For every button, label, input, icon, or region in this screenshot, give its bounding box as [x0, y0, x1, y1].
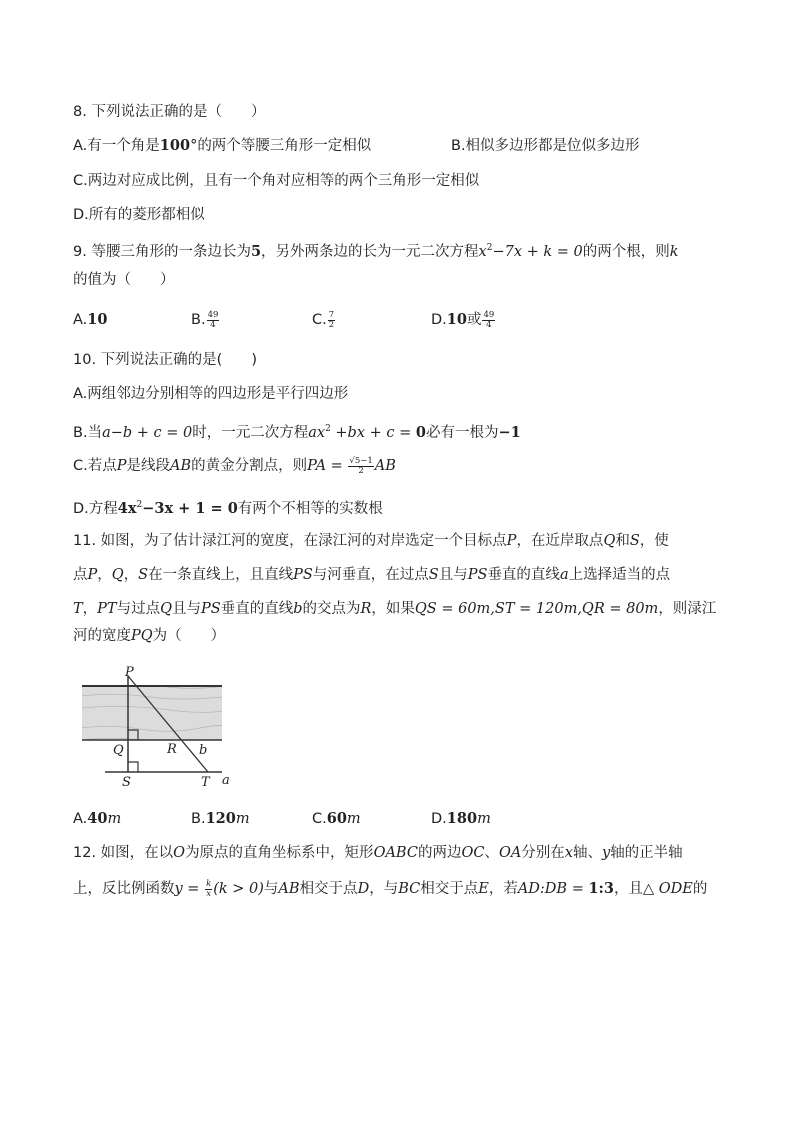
- label-r: R: [167, 742, 177, 757]
- q9-option-b: B. $\frac{49}{4}$: [191, 309, 219, 330]
- q10-option-c: C.若点P是线段AB的黄金分割点，则PA = $\frac{√5-1}{2}$ AB: [73, 455, 396, 476]
- q10-stem: 10. 下列说法正确的是( ): [73, 352, 257, 368]
- q11-stem-line4: 河的宽度PQ为（ ）: [73, 628, 226, 644]
- right-angle-s: [128, 762, 138, 772]
- q10-option-b: B.当a−b + c = 0时，一元二次方程$ax^2 +bx + c = 0$必有一根为−1: [73, 423, 521, 441]
- q11-option-c: C.60m: [312, 810, 361, 827]
- q8-option-d: D.所有的菱形都相似: [73, 207, 205, 223]
- q12-stem-line1: 12. 如图，在以O为原点的直角坐标系中，矩形OABC的两边OC、OA分别在x轴、y轴的正半轴: [73, 845, 683, 861]
- fraction: $\frac{√5-1}{2}$: [349, 455, 373, 476]
- q9-option-a: A.10: [73, 311, 108, 328]
- q8-option-c: C.两边对应成比例，且有一个角对应相等的两个三角形一定相似: [73, 173, 480, 189]
- fraction: $\frac{k}{x}$: [206, 878, 212, 899]
- q11-stem-line3: T，PT与过点Q且与PS垂直的直线b的交点为R，如果QS = 60m,ST = 120m,QR = 80m，则渌江: [73, 601, 717, 617]
- label-q: Q: [113, 743, 124, 758]
- label-a: a: [222, 773, 230, 788]
- fraction: $\frac{7}{2}$: [328, 309, 335, 330]
- q11-stem-line1: 11. 如图，为了估计渌江河的宽度，在渌江河的对岸选定一个目标点P，在近岸取点Q和S，使: [73, 533, 669, 549]
- q11-stem-line2: 点P，Q，S在一条直线上，且直线PS与河垂直，在过点S且与PS垂直的直线a上选择适当的点: [73, 567, 671, 583]
- q8-option-b: B.相似多边形都是位似多边形: [451, 138, 640, 154]
- q8-option-a: A.有一个角是100°的两个等腰三角形一定相似: [73, 137, 372, 154]
- river-width-diagram: [80, 664, 240, 796]
- label-t: T: [201, 775, 210, 790]
- q10-option-a: A.两组邻边分别相等的四边形是平行四边形: [73, 386, 349, 402]
- q10-option-d: D.方程$4x^2-3x + 1 = 0$有两个不相等的实数根: [73, 499, 383, 517]
- label-s: S: [122, 775, 131, 790]
- q9-stem-line2: 的值为（ ）: [73, 272, 175, 288]
- q11-option-d: D.180m: [431, 810, 491, 827]
- label-b: b: [199, 743, 208, 758]
- q12-stem-line2: 上，反比例函数y = $\frac{k}{x}$ (k > 0)与AB相交于点D，与BC相交于点E，若AD:DB = 1:3，且△ ODE的: [73, 878, 708, 899]
- river-band: [82, 686, 222, 740]
- fraction: $\frac{49}{4}$: [483, 309, 495, 330]
- q9-option-d: D.10或 $\frac{49}{4}$: [431, 309, 495, 330]
- q11-option-a: A.40m: [73, 810, 122, 827]
- q8-stem: 8. 下列说法正确的是（ ）: [73, 104, 266, 120]
- q9-option-c: C. $\frac{7}{2}$: [312, 309, 335, 330]
- q11-option-b: B.120m: [191, 810, 250, 827]
- label-p: P: [125, 665, 134, 680]
- fraction: $\frac{49}{4}$: [207, 309, 219, 330]
- q9-stem-line1: 9. 等腰三角形的一条边长为5，另外两条边的长为一元二次方程$x^2-7x + k = 0$的两个根，则k: [73, 242, 679, 260]
